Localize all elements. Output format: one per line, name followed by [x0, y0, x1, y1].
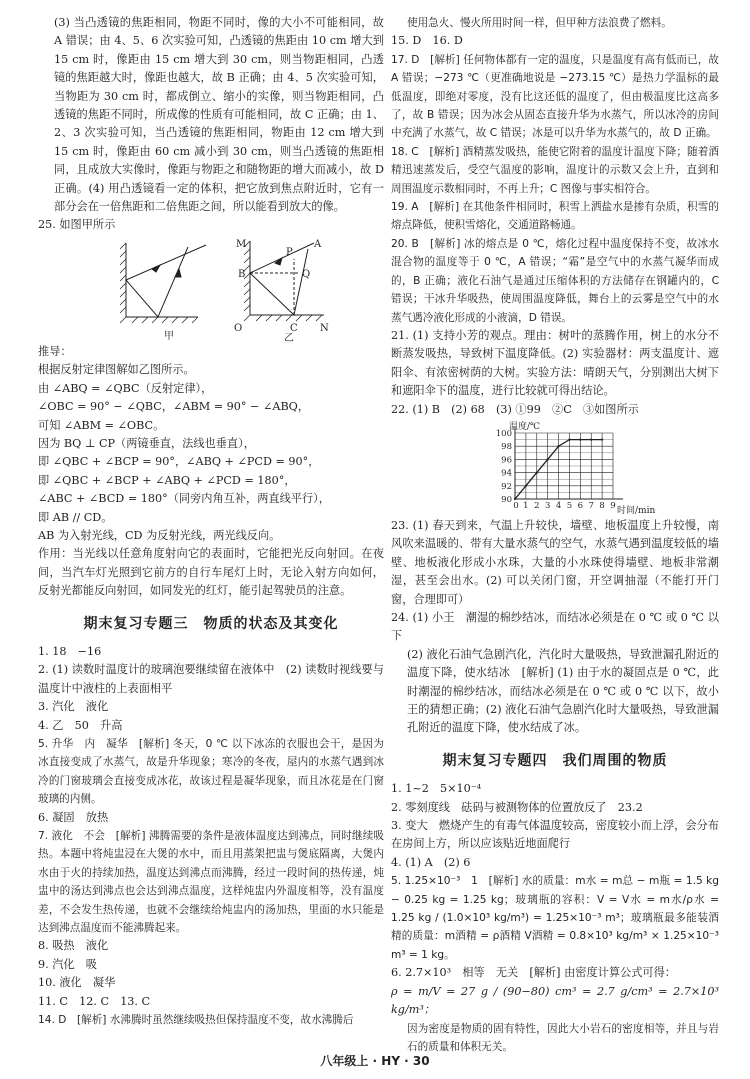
answer-item: 23. (1) 春天到来，气温上升较快，墙壁、地板温度上升较慢，南风吹来温暖的、带有大量水蒸气的空气，水蒸气遇到温度较低的墙壁、地板液化形成小水珠，大量的小水珠使得墙壁、地板非常潮湿，甚至会出水。(2) 可以关闭门窗，开空调抽湿（不能打开门窗，合理即可） [391, 518, 719, 606]
fig-label-A: A [314, 238, 322, 250]
right-column [391, 14, 719, 1056]
answer-item: 14. D [解析] 水沸腾时虽然继续吸热但保持温度不变，故水沸腾后 [38, 1014, 354, 1027]
derivation-line: 可知 ∠ABM = ∠OBC。 [38, 418, 165, 432]
answer-item: 15. D 16. D [391, 34, 463, 48]
temperature-chart [391, 419, 719, 517]
mirror-figure [38, 235, 384, 343]
fig-label-Q: Q [302, 268, 311, 280]
x-tick-label: 7 [588, 500, 594, 511]
answer-item: 3. 汽化 液化 [38, 700, 109, 714]
y-tick-label: 94 [501, 468, 512, 479]
answer-item: 7. 液化 不会 [解析] 沸腾需要的条件是液体温度达到沸点，同时继续吸热。本题中将炖盅浸在大煲的水中，而且用蒸架把盅与煲底隔离，大煲内水由于火的持续加热，温度达到沸点而沸腾，经过一段时间的热传递，炖盅中的汤达到沸点也会达到沸点温度，这样炖盅内外温度相等，没有温度差，不会发生热传递，也就不会继续给炖盅内的汤加热，里面的水只能是达到沸点温度而不能沸腾起来。 [38, 830, 384, 935]
answer-item: 17. D [解析] 任何物体都有一定的温度，只是温度有高有低而已，故 A 错误；−273 ℃（更准确地说是 −273.15 ℃）是热力学温标的最低温度，即绝对零度，没有比这还低的温度了，但由极温度比这高多了，故 B 错误；因为冰会从固态直接升华为水蒸气，所以冰冷的房间中充满了水蒸气，故 C 错误；冰是可以升华为水蒸气的，故 D 正确。 [391, 53, 719, 140]
x-tick-label: 6 [577, 500, 584, 511]
answer-item: 3. 变大 燃烧产生的有毒气体温度较高，密度较小而上浮，会分布在房间上方，所以应该贴近地面爬行 [391, 819, 719, 851]
q25-title: 25. 如图甲所示 [38, 218, 116, 232]
density-formula: ρ = m/V = 27 g / (90−80) cm³ = 2.7 g/cm³ = 2.7×10³ kg/m³； [391, 984, 719, 1017]
derivation-line: 推导： [38, 344, 72, 358]
y-tick-label: 92 [501, 481, 512, 492]
derivation-line: 作用：当光线以任意角度射向它的表面时，它能把光反向射回。在夜间，当汽车灯光照到它前方的自行车尾灯上时，无论入射方向如何，反射光都能反向射回，如同发光的红灯，能引起驾驶员的注意。 [38, 547, 384, 598]
section-4-title: 期末复习专题四 我们周围的物质 [442, 752, 668, 769]
x-tick-label: 0 [513, 500, 519, 511]
answer-item: 11. C 12. C 13. C [38, 994, 151, 1008]
q14-continuation: 使用急火、慢火所用时间一样，但甲种方法浪费了燃料。 [407, 17, 672, 29]
derivation-line: 即 AB // CD。 [38, 510, 113, 524]
fig-label-O: O [234, 322, 243, 334]
fig-label-jia: 甲 [164, 330, 174, 342]
y-tick-label: 98 [501, 442, 512, 453]
answer-item: 5. 1.25×10⁻³ 1 [解析] 水的质量：m水 = m总 − m瓶 = 1.5 kg − 0.25 kg = 1.25 kg；玻璃瓶的容积：V = V水 = m水/ρ水 = 1.25 kg / (1.0×10³ kg/m³) = 1.25×10⁻³ m³；玻璃瓶最多能装酒精的质量：m酒精 = ρ酒精 V酒精 = 0.8×10³ kg/m³ × 1.25×10⁻³ m³ = 1 kg。 [391, 875, 719, 961]
data-point [525, 485, 527, 487]
data-point [579, 438, 581, 440]
answer-item: 4. 乙 50 升高 [38, 718, 123, 732]
section-3-answers [38, 643, 384, 1030]
fig-label-B: B [238, 268, 246, 280]
section-3-title: 期末复习专题三 物质的状态及其变化 [83, 615, 339, 632]
page-footer: 八年级上 · HY · 30 [320, 1054, 430, 1068]
fig-label-P: P [286, 246, 293, 258]
fig-label-C: C [290, 322, 298, 334]
derivation-line: 即 ∠QBC + ∠BCP = 90°，∠ABQ + ∠PCD = 90°， [38, 455, 320, 469]
fig-label-yi: 乙 [284, 332, 294, 343]
figure-yi [244, 238, 324, 321]
derivation-line: ∠ABC + ∠BCD = 180°（同旁内角互补，两直线平行）， [38, 492, 330, 506]
data-point [536, 471, 538, 473]
x-tick-label: 3 [544, 500, 551, 511]
fig-label-N: N [320, 322, 329, 334]
y-tick-label: 90 [501, 494, 512, 505]
answer-item: 因为密度是物质的固有特性，因此大小岩石的密度相等，并且与岩石的质量和体积无关。 [407, 1022, 719, 1053]
answer-item: 1. 18 −16 [38, 644, 102, 658]
answer-item: 18. C [解析] 酒精蒸发吸热，能使它附着的温度计温度下降；随着酒精迅速蒸发后，受空气温度的影响，温度计的示数又会上升，直到和周围温度示数相同时，不再上升；C 图像与事实相符合。 [391, 145, 719, 195]
answer-item: 24. (1) 小王 潮湿的棉纱结冰，而结冰必须是在 0 ℃ 或 0 ℃ 以下 [391, 610, 719, 643]
answer-item: (2) 液化石油气急剧汽化，汽化时大量吸热，导致泄漏孔附近的温度下降，使水结冰 [解析] (1) 由于水的凝固点是 0 ℃，此时潮湿的棉纱结冰，而结冰必须是在 0 ℃ 或 0 ℃ 以下，故小王的猜想正确；(2) 液化石油气急剧汽化时大量吸热，导致泄漏孔附近的温度下降，使水结成了冰。 [407, 647, 719, 735]
y-tick-label: 96 [501, 455, 512, 466]
answer-item: 4. (1) A (2) 6 [391, 855, 471, 869]
answer-item: 2. 零刻度线 砝码与被测物体的位置放反了 23.2 [391, 800, 643, 814]
chart-grid [515, 427, 623, 499]
fig-label-M: M [236, 238, 247, 250]
figure-jia [120, 243, 206, 323]
data-point [601, 438, 603, 440]
derivation-line: ∠OBC = 90° − ∠QBC，∠ABM = 90° − ∠ABQ， [38, 400, 310, 414]
data-point [590, 438, 592, 440]
x-tick-label: 5 [566, 500, 573, 511]
answer-item: 6. 2.7×10³ 相等 无关 [解析] 由密度计算公式可得： [391, 966, 676, 980]
left-column [38, 14, 384, 1030]
answer-item: 6. 凝固 放热 [38, 810, 109, 824]
answer-item: 20. B [解析] 冰的熔点是 0 ℃，熔化过程中温度保持不变，故冰水混合物的温度等于 0 ℃，A 错误；“霜”是空气中的水蒸气凝华而成的，B 正确；液化石油气是通过压缩体积的方法储存在钢罐内的，C 错误；干冰升华吸热，使周围温度降低，舞台上的云雾是空气中的水蒸气遇冷液化形成的小液滴，D 错误。 [391, 237, 719, 324]
answer-item: 22. (1) B (2) 68 (3) ①99 ②C ③如图所示 [391, 402, 639, 416]
derivation-line: 根据反射定律图解如乙图所示。 [38, 363, 195, 377]
x-tick-label: 9 [610, 500, 616, 511]
x-tick-label: 1 [523, 500, 529, 511]
answer-item: 2. (1) 读数时温度计的玻璃泡要继续留在液体中 (2) 读数时视线要与温度计中液柱的上表面相平 [38, 663, 384, 695]
answer-item: 21. (1) 支持小芳的观点。理由：树叶的蒸腾作用，树上的水分不断蒸发吸热，导致树下温度降低。(2) 实验器材：两支温度计、遮阳伞、有浓密树荫的大树。实验方法：晴朗天气，分别测出大树下和遮阳伞下的温度，进行比较就可得出结论。 [391, 328, 719, 398]
x-tick-label: 8 [599, 500, 605, 511]
answer-item: 8. 吸热 液化 [38, 939, 109, 953]
derivation-line: 因为 BQ ⊥ CP（两镜垂直，法线也垂直）， [38, 436, 255, 450]
q24-continuation: (3) 当凸透镜的焦距相同，物距不同时，像的大小不可能相同，故 A 错误；由 4、5、6 次实验可知，凸透镜的焦距由 10 cm 增大到 15 cm 时，像距由 15 cm 增大到 30 cm，则当物距相同，凸透镜的焦距越大时，像距也越大，故 B 正确；由 4、5 次实验可知，当物距为 30 cm 时，都成倒立、缩小的实像，则当物距相同，凸透镜的焦距不同时，所成像的性质有可能相同，故 C 正确；由 1、2、3 次实验可知，当凸透镜的焦距相同，物距由 12 cm 增大到 15 cm 时，像距由 60 cm 减小到 30 cm，则当凸透镜的焦距相同，且成放大实像时，像距与物距之和随物距的增大而减小，故 D 正确。(4) 用凸透镜看一定的体积，把它放到焦点附近时，它有一部分会在一倍焦距和二倍焦距之间，所以能看到放大的像。 [54, 16, 384, 214]
answer-item: 10. 液化 凝华 [38, 976, 116, 990]
data-point [557, 445, 559, 447]
answer-item: 5. 升华 内 凝华 [解析] 冬天，0 ℃ 以下冰冻的衣服也会干，是因为冰直接变成了水蒸气，故是升华现象；寒冷的冬夜，屋内的水蒸气遇到冰冷的门窗玻璃会直接变成冰花，故该过程是凝华现象，而且冰花是在门窗玻璃的内侧。 [38, 738, 384, 806]
answer-item: 1. 1~2 5×10⁻⁴ [391, 782, 482, 796]
derivation-line: AB 为入射光线，CD 为反射光线，两光线反向。 [38, 528, 281, 542]
chart-xlabel: 时间/min [617, 505, 656, 516]
chart-ylabel: 温度/℃ [509, 421, 541, 432]
x-tick-label: 2 [534, 500, 540, 511]
answer-item: 19. A [解析] 在其他条件相同时，积雪上洒盐水是掺有杂质，积雪的熔点降低，使积雪熔化，交通道路畅通。 [391, 201, 719, 232]
x-tick-label: 4 [555, 500, 562, 511]
derivation-line: 由 ∠ABQ = ∠QBC（反射定律）， [38, 381, 213, 395]
y-tick-label: 100 [495, 428, 512, 439]
data-point [547, 458, 549, 460]
answer-item: 9. 汽化 吸 [38, 957, 97, 971]
derivation-line: 即 ∠QBC + ∠BCP + ∠ABQ + ∠PCD = 180°， [38, 473, 296, 487]
q25-derivation [38, 343, 384, 601]
data-point [514, 498, 516, 500]
data-point [568, 438, 570, 440]
